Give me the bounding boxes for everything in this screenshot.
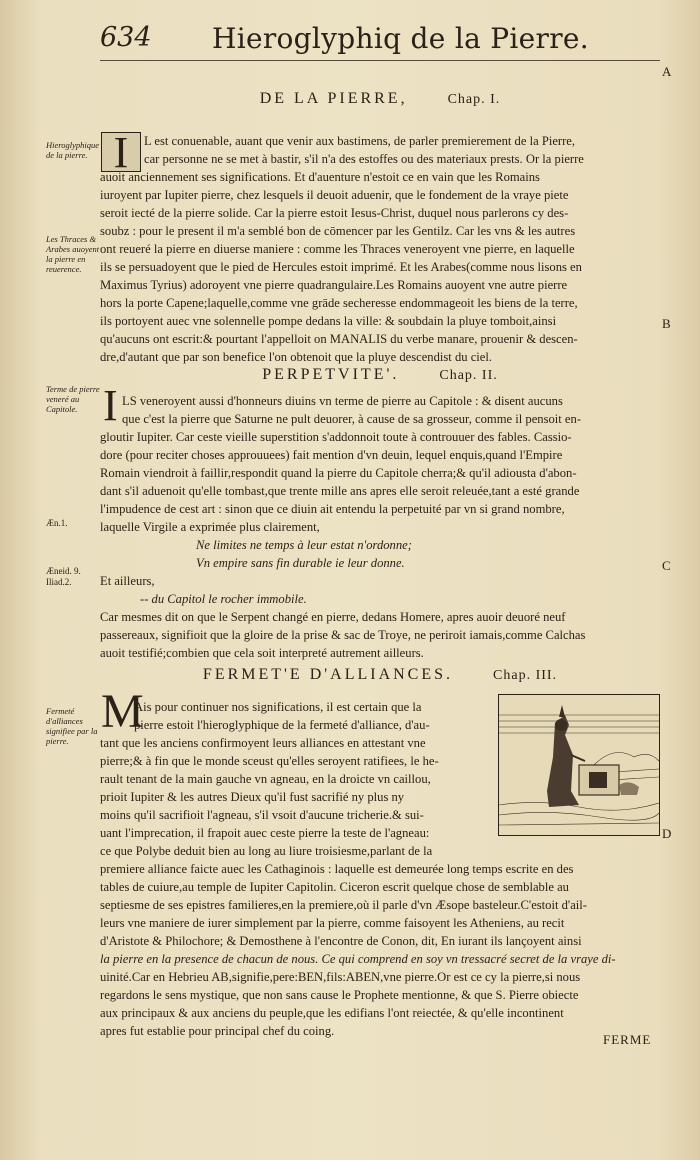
text-line: car personne ne se met à bastir, s'il n'a des estoffes ou des materiaux prests. Or la pierre — [144, 152, 584, 166]
text-line: pierre estoit l'hieroglyphique de la fermeté d'alliance, d'au- — [134, 718, 430, 732]
text-line: tables de cuiure,au temple de Iupiter Capitolin. Ciceron escrit quelque chose de semblable au — [100, 880, 569, 894]
text-line: ils portoyent auec vne solennelle pompe dedans la ville: & soubdain la pluye tomboit,ainsi — [100, 314, 557, 328]
text-line: d'Aristote & Philochore; & Demosthene à l'encontre de Conon, dit, En iurant ils lançoyent ainsi — [100, 934, 582, 948]
text-line: ce que Polybe deduit bien au long au liure troisiesme,parlant de la — [100, 844, 433, 858]
page-header — [100, 20, 660, 61]
text-line: dre,d'autant que par son benefice l'on obtenoit que la pluye descendist du ciel. — [100, 350, 493, 364]
text-line: septiesme de ses epistres familieres,en la premiere,où il parle d'vn Æsope basteleur.C'estoit d'ail- — [100, 898, 587, 912]
margin-note-hieroglyphique: Hieroglyphique de la pierre. — [46, 140, 100, 160]
text-line: gloutir Iupiter. Car ceste vieille superstition s'addonnoit toute à controuuer des fables. Cassio- — [100, 430, 572, 444]
text-line: Maximus Tyrius) adoroyent vne pierre quadrangulaire.Les Romains auoyent vne autre pierre — [100, 278, 568, 292]
text-line: qu'aucuns ont escrit:& pourtant l'appelloit on MANALIS du verbe manare, prouenir & descen- — [100, 332, 578, 346]
section-title-2 — [100, 366, 660, 384]
margin-ref-aeneid9: Æneid. 9. — [46, 566, 81, 576]
text-line: leurs vne maniere de iurer simplement par la pierre, comme faisoyent les Atheniens, au recit — [100, 916, 565, 930]
verse-line: Ne limites ne temps à leur estat n'ordonne; — [196, 538, 412, 552]
section-title-text: DE LA PIERRE, — [259, 90, 408, 107]
catchword: FERME — [603, 1032, 652, 1047]
section-2-text — [100, 392, 660, 662]
text-line: pierre;& à fin que le monde sceust qu'elles seroyent ratifiees, le he- — [100, 754, 439, 768]
margin-letter-c: C — [662, 558, 671, 573]
text-line: premiere alliance faicte auec les Cathaginois : laquelle est demeurée long temps escrite en des — [100, 862, 574, 876]
margin-note-thraces: Les Thraces & Arabes auoyent la pierre en reuerence. — [46, 234, 100, 274]
text-line: tant que les anciens confirmoyent leurs alliances en attestant vne — [100, 736, 426, 750]
margin-letter-b: B — [662, 316, 671, 331]
verse-line: Vn empire sans fin durable ie leur donne. — [196, 556, 405, 570]
text-line: laquelle Virgile a exprimée plus clairement, — [100, 520, 320, 534]
margin-note-terme: Terme de pierre veneré au Capitole. — [46, 384, 100, 414]
woodcut-illustration — [498, 694, 660, 836]
text-line: uinité.Car en Hebrieu AB,signifie,pere:BEN,fils:ABEN,vne pierre.Or est ce cy la pierre,si nous — [100, 970, 581, 984]
text-line: seroit iecté de la pierre solide. Car la pierre estoit Iesus-Christ, duquel nous parlerons cy des- — [100, 206, 569, 220]
chapter-label: Chap. II. — [439, 368, 498, 383]
text-line: auoit testifié;combien que cela soit interpreté autrement ailleurs. — [100, 646, 424, 660]
margin-note-fermete: Fermeté d'alliances signifiee par la pierre. — [46, 706, 98, 746]
margin-letter-a: A — [662, 64, 672, 79]
text-line: dant s'il aduenoit qu'elle tombast,que trente mille ans apres elle seroit releuée,tant a esté grande — [100, 484, 580, 498]
text-line: que c'est la pierre que Saturne ne pult deuorer, à cause de sa grosseur, comme il pensoit en- — [122, 412, 582, 426]
text-line: moins qu'il sacrifioit l'agneau, s'il vsoit d'aucune tricherie.& sui- — [100, 808, 424, 822]
margin-ref-iliad2: Iliad.2. — [46, 577, 72, 587]
text-line: L est conuenable, auant que venir aux bastimens, de parler premierement de la Pierre, — [144, 134, 576, 148]
text-line: prioit Iupiter & les autres Dieux qu'il fust sacrifié ny plus ny — [100, 790, 405, 804]
margin-letter-d: D — [662, 826, 672, 841]
text-line: iuroyent par Iupiter pierre, chez lesquels il deuoit aduenir, que le fondement de la vraye piete — [100, 188, 569, 202]
text-line: rault tenant de la main gauche vn agneau, en la droicte vn caillou, — [100, 772, 431, 786]
text-line: ont reueré la pierre en diuerse maniere : comme les Thraces veneroyent vne pierre, en laquelle — [100, 242, 575, 256]
text-line: Et ailleurs, — [100, 574, 155, 588]
text-line: dore (pour reciter choses approuuees) fait mention d'vn deuin, lequel enquis,quand l'Empire — [100, 448, 563, 462]
text-line: Car mesmes dit on que le Serpent changé en pierre, dedans Homere, apres auoir deuoré neuf — [100, 610, 566, 624]
chapter-label: Chap. III. — [493, 668, 558, 683]
section-title-3 — [100, 666, 660, 684]
section-title-text: PERPETVITE'. — [262, 366, 400, 383]
text-line: Ais pour continuer nos significations, il est certain que la — [134, 700, 422, 714]
section-1-text — [100, 132, 660, 366]
page-number: 634 — [100, 22, 152, 53]
text-line: la pierre en la presence de chacun de nous. Ce qui comprend en soy vn tressacré secret de la vraye di- — [100, 952, 616, 966]
drop-cap-i-2: I — [103, 381, 118, 430]
section-title-text: FERMET'E D'ALLIANCES. — [202, 666, 454, 683]
section-3-text — [100, 860, 660, 1040]
text-line: uant l'imprecation, il frapoit auec ceste pierre la teste de l'agneau: — [100, 826, 430, 840]
chapter-label: Chap. I. — [447, 92, 501, 107]
drop-cap-i: I — [101, 132, 141, 172]
text-line: regardons le sens mystique, que non sans cause le Prophete mentionne, & que S. Pierre obiecte — [100, 988, 579, 1002]
verse-line: -- du Capitol le rocher immobile. — [140, 592, 307, 606]
running-head: Hieroglyphiq de la Pierre. — [212, 22, 589, 55]
text-line: soubz : pour le present il m'a semblé bon de cōmencer par les Gentilz. Car les vns & les autres — [100, 224, 576, 238]
text-line: apres fut establie pour principal chef du coing. — [100, 1024, 335, 1038]
section-3-text-narrow — [100, 698, 492, 860]
woodcut-figure — [499, 695, 659, 835]
text-line: passereaux, signifioit que la gloire de la prise & sac de Troye, ne periroit iamais,comme Calchas — [100, 628, 586, 642]
text-line: ils se persuadoyent que le pied de Hercules estoit imprimé. Et les Arabes(comme nous lisons en — [100, 260, 582, 274]
text-line: hors la porte Capene;laquelle,comme vne grāde secheresse endommageoit les biens de la terre, — [100, 296, 578, 310]
text-line: l'impudence de cest art : sinon que ce diuin ait entendu la perpetuité par vn si grand nombre, — [100, 502, 565, 516]
text-line: LS veneroyent aussi d'honneurs diuins vn terme de pierre au Capitole : & disent aucuns — [122, 394, 563, 408]
drop-cap-m: M — [101, 685, 144, 738]
text-line: auoit anciennement ses significations. Et d'auenture n'estoit ce en vain que les Romains — [100, 170, 540, 184]
margin-ref-aen1: Æn.1. — [46, 518, 68, 528]
text-line: Romain viendroit à faillir,respondit quand la pierre du Capitole cherra;& qu'il adiousta d'abon- — [100, 466, 577, 480]
section-title-1 — [100, 90, 660, 108]
text-line: aux principaux & aux anciens du peuple,que les edifians l'ont reiectée, & qu'elle incontinent — [100, 1006, 564, 1020]
